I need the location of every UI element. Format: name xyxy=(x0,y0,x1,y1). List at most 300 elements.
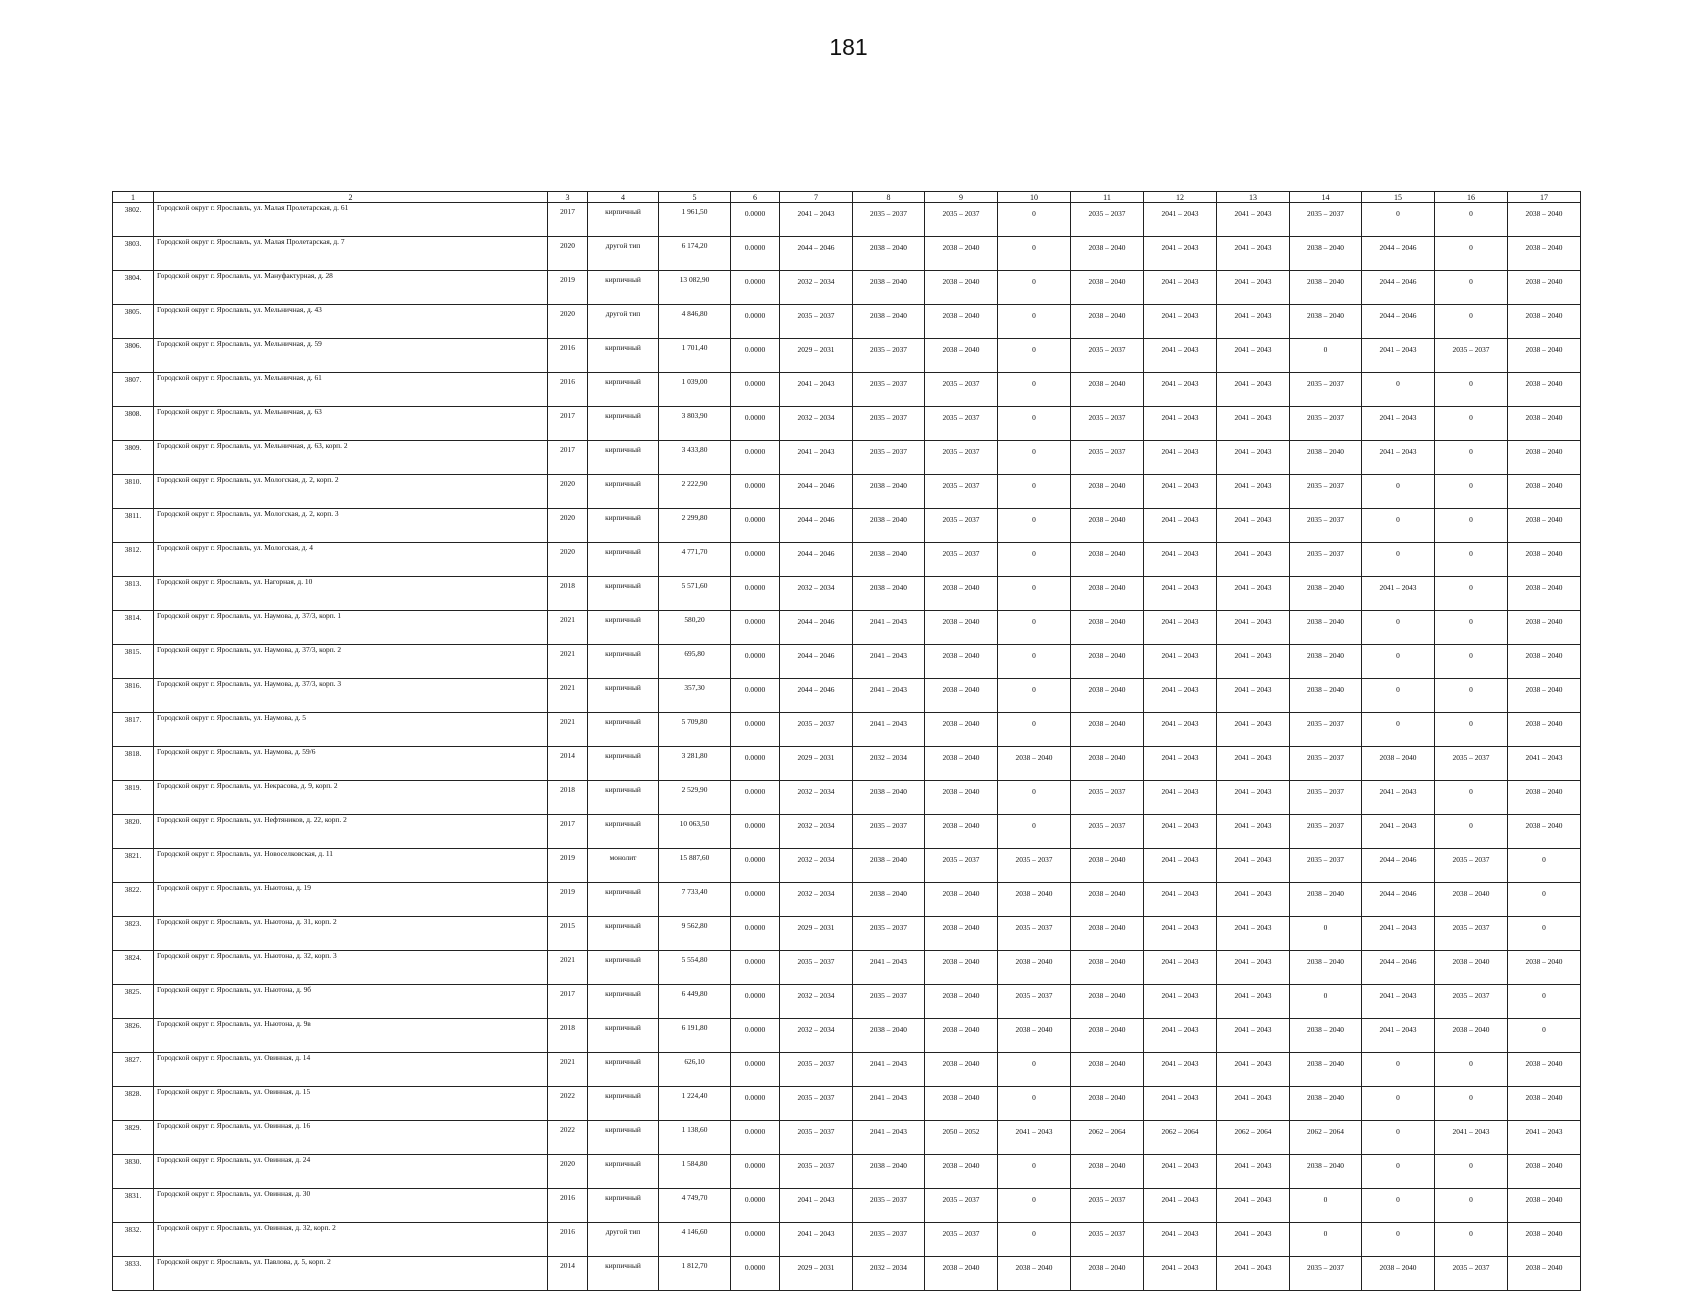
table-row xyxy=(113,951,1581,985)
table-cell: 357,30 xyxy=(659,679,731,713)
table-cell: 2035 – 2037 xyxy=(1071,339,1144,373)
table-cell: 2041 – 2043 xyxy=(1144,747,1217,781)
table-row xyxy=(113,339,1581,373)
table-cell: 2041 – 2043 xyxy=(1144,1053,1217,1087)
table-cell: 2038 – 2040 xyxy=(925,1257,998,1291)
table-cell: 0 xyxy=(1435,203,1508,237)
table-cell: 0 xyxy=(1362,1155,1435,1189)
table-cell: 2035 – 2037 xyxy=(1290,849,1362,883)
table-cell: 2038 – 2040 xyxy=(1290,1087,1362,1121)
table-cell: 2038 – 2040 xyxy=(1435,951,1508,985)
table-cell: 2038 – 2040 xyxy=(1071,679,1144,713)
table-cell: 5 571,60 xyxy=(659,577,731,611)
column-header: 9 xyxy=(925,192,998,203)
table-cell: 2044 – 2046 xyxy=(780,543,853,577)
table-cell: 2041 – 2043 xyxy=(1217,849,1290,883)
row-number-cell: 3828. xyxy=(113,1087,154,1121)
table-cell: 2038 – 2040 xyxy=(1508,781,1581,815)
table-cell: 0 xyxy=(1508,985,1581,1019)
table-cell: 2044 – 2046 xyxy=(1362,237,1435,271)
table-cell: 0.0000 xyxy=(731,1257,780,1291)
table-cell: 2038 – 2040 xyxy=(925,237,998,271)
table-cell: 2035 – 2037 xyxy=(853,407,925,441)
address-cell: Городской округ г. Ярославль, ул. Ньютона, д. 32, корп. 3 xyxy=(154,951,548,985)
table-cell: 0 xyxy=(1435,271,1508,305)
table-row xyxy=(113,237,1581,271)
table-cell: 2038 – 2040 xyxy=(925,271,998,305)
table-cell: кирпичный xyxy=(588,407,659,441)
row-number-cell: 3821. xyxy=(113,849,154,883)
table-cell: 2035 – 2037 xyxy=(1435,849,1508,883)
table-cell: 2038 – 2040 xyxy=(1508,373,1581,407)
table-cell: 0 xyxy=(1435,305,1508,339)
table-cell: кирпичный xyxy=(588,271,659,305)
table-cell: 2035 – 2037 xyxy=(925,203,998,237)
table-row xyxy=(113,407,1581,441)
table-cell: 695,80 xyxy=(659,645,731,679)
table-cell: 2021 xyxy=(548,679,588,713)
row-number-cell: 3812. xyxy=(113,543,154,577)
table-cell: 2044 – 2046 xyxy=(1362,849,1435,883)
table-cell: 0.0000 xyxy=(731,747,780,781)
address-cell: Городской округ г. Ярославль, ул. Овинная, д. 30 xyxy=(154,1189,548,1223)
table-cell: 2021 xyxy=(548,645,588,679)
table-row xyxy=(113,985,1581,1019)
table-cell: 2016 xyxy=(548,1189,588,1223)
table-cell: 2041 – 2043 xyxy=(780,1189,853,1223)
table-cell: 0 xyxy=(998,1189,1071,1223)
table-cell: 0 xyxy=(998,815,1071,849)
table-cell: 2038 – 2040 xyxy=(925,815,998,849)
address-cell: Городской округ г. Ярославль, ул. Новоселковская, д. 11 xyxy=(154,849,548,883)
table-cell: 2041 – 2043 xyxy=(1144,713,1217,747)
table-cell: 2035 – 2037 xyxy=(925,475,998,509)
table-cell: 0.0000 xyxy=(731,475,780,509)
table-cell: 2041 – 2043 xyxy=(1362,815,1435,849)
table-cell: 0 xyxy=(1362,713,1435,747)
table-cell: 2035 – 2037 xyxy=(1290,1257,1362,1291)
row-number-cell: 3827. xyxy=(113,1053,154,1087)
table-cell: кирпичный xyxy=(588,1121,659,1155)
table-cell: 1 224,40 xyxy=(659,1087,731,1121)
row-number-cell: 3802. xyxy=(113,203,154,237)
table-cell: 2044 – 2046 xyxy=(1362,883,1435,917)
address-cell: Городской округ г. Ярославль, ул. Наумова, д. 37/3, корп. 3 xyxy=(154,679,548,713)
table-cell: 2041 – 2043 xyxy=(1144,985,1217,1019)
table-cell: 2038 – 2040 xyxy=(925,1155,998,1189)
column-header: 5 xyxy=(659,192,731,203)
table-cell: другой тип xyxy=(588,305,659,339)
table-row xyxy=(113,475,1581,509)
table-cell: 2035 – 2037 xyxy=(853,985,925,1019)
table-cell: 2041 – 2043 xyxy=(780,373,853,407)
table-cell: 2038 – 2040 xyxy=(1071,611,1144,645)
row-number-cell: 3833. xyxy=(113,1257,154,1291)
row-number-cell: 3809. xyxy=(113,441,154,475)
address-cell: Городской округ г. Ярославль, ул. Мануфактурная, д. 28 xyxy=(154,271,548,305)
table-cell: кирпичный xyxy=(588,1019,659,1053)
table-cell: 0 xyxy=(1508,849,1581,883)
table-cell: 2062 – 2064 xyxy=(1290,1121,1362,1155)
table-cell: 2021 xyxy=(548,611,588,645)
table-cell: 2038 – 2040 xyxy=(925,611,998,645)
table-cell: 2038 – 2040 xyxy=(998,747,1071,781)
table-cell: 0 xyxy=(1290,1189,1362,1223)
table-cell: 2038 – 2040 xyxy=(1508,407,1581,441)
table-cell: 6 449,80 xyxy=(659,985,731,1019)
table-cell: 2035 – 2037 xyxy=(853,917,925,951)
table-cell: 0.0000 xyxy=(731,1053,780,1087)
table-cell: 2038 – 2040 xyxy=(998,1257,1071,1291)
table-cell: 2038 – 2040 xyxy=(853,781,925,815)
table-cell: 2041 – 2043 xyxy=(1217,781,1290,815)
row-number-cell: 3807. xyxy=(113,373,154,407)
table-cell: 0 xyxy=(1362,645,1435,679)
row-number-cell: 3823. xyxy=(113,917,154,951)
table-cell: 0 xyxy=(1435,1053,1508,1087)
table-cell: 0.0000 xyxy=(731,237,780,271)
row-number-cell: 3820. xyxy=(113,815,154,849)
table-cell: 2038 – 2040 xyxy=(1071,509,1144,543)
table-cell: 2035 – 2037 xyxy=(1290,373,1362,407)
table-cell: 0 xyxy=(998,679,1071,713)
table-cell: 2035 – 2037 xyxy=(1071,203,1144,237)
address-cell: Городской округ г. Ярославль, ул. Овинная, д. 24 xyxy=(154,1155,548,1189)
table-cell: 2041 – 2043 xyxy=(1217,1223,1290,1257)
table-cell: 2044 – 2046 xyxy=(1362,305,1435,339)
table-cell: 0.0000 xyxy=(731,203,780,237)
table-cell: 0 xyxy=(1435,1189,1508,1223)
table-cell: 0.0000 xyxy=(731,849,780,883)
table-cell: 2038 – 2040 xyxy=(1290,645,1362,679)
row-number-cell: 3803. xyxy=(113,237,154,271)
table-cell: 2038 – 2040 xyxy=(925,747,998,781)
table-row xyxy=(113,271,1581,305)
table-cell: 2038 – 2040 xyxy=(925,781,998,815)
table-row xyxy=(113,781,1581,815)
table-cell: 2038 – 2040 xyxy=(853,849,925,883)
table-cell: кирпичный xyxy=(588,815,659,849)
table-cell: 2035 – 2037 xyxy=(1071,815,1144,849)
column-header: 17 xyxy=(1508,192,1581,203)
table-cell: кирпичный xyxy=(588,645,659,679)
table-cell: 2038 – 2040 xyxy=(853,543,925,577)
table-row xyxy=(113,849,1581,883)
table-cell: 3 281,80 xyxy=(659,747,731,781)
table-cell: 2035 – 2037 xyxy=(925,509,998,543)
table-cell: 2038 – 2040 xyxy=(1290,305,1362,339)
table-cell: 2038 – 2040 xyxy=(1290,1053,1362,1087)
table-cell: 2016 xyxy=(548,373,588,407)
table-cell: 2017 xyxy=(548,815,588,849)
table-cell: 2035 – 2037 xyxy=(780,713,853,747)
table-cell: 2019 xyxy=(548,849,588,883)
table-row xyxy=(113,1019,1581,1053)
table-cell: 0.0000 xyxy=(731,509,780,543)
address-cell: Городской округ г. Ярославль, ул. Овинная, д. 14 xyxy=(154,1053,548,1087)
table-cell: 2035 – 2037 xyxy=(853,373,925,407)
table-cell: 2017 xyxy=(548,441,588,475)
table-cell: 2035 – 2037 xyxy=(853,441,925,475)
table-cell: 2035 – 2037 xyxy=(1290,747,1362,781)
table-cell: 2038 – 2040 xyxy=(1071,917,1144,951)
table-cell: 2038 – 2040 xyxy=(1290,271,1362,305)
table-cell: 2041 – 2043 xyxy=(1362,407,1435,441)
table-cell: 2018 xyxy=(548,1019,588,1053)
table-cell: 0.0000 xyxy=(731,1223,780,1257)
table-cell: 3 803,90 xyxy=(659,407,731,441)
table-cell: 0 xyxy=(998,373,1071,407)
table-cell: 0.0000 xyxy=(731,1087,780,1121)
table-cell: 2032 – 2034 xyxy=(780,815,853,849)
table-cell: 0 xyxy=(998,271,1071,305)
table-row xyxy=(113,883,1581,917)
table-cell: 2041 – 2043 xyxy=(1144,815,1217,849)
row-number-cell: 3810. xyxy=(113,475,154,509)
table-cell: 1 701,40 xyxy=(659,339,731,373)
table-cell: 2041 – 2043 xyxy=(998,1121,1071,1155)
table-cell: 2020 xyxy=(548,509,588,543)
table-cell: 2041 – 2043 xyxy=(1217,1087,1290,1121)
table-cell: 2035 – 2037 xyxy=(1290,781,1362,815)
table-cell: 3 433,80 xyxy=(659,441,731,475)
table-cell: 0 xyxy=(1362,1087,1435,1121)
row-number-cell: 3804. xyxy=(113,271,154,305)
table-cell: 2035 – 2037 xyxy=(998,985,1071,1019)
table-cell: 0 xyxy=(1362,1189,1435,1223)
table-cell: 0 xyxy=(1435,577,1508,611)
table-cell: 2035 – 2037 xyxy=(925,1189,998,1223)
table-cell: кирпичный xyxy=(588,883,659,917)
table-cell: 2032 – 2034 xyxy=(780,849,853,883)
table-cell: 2035 – 2037 xyxy=(853,1223,925,1257)
table-cell: 0 xyxy=(1435,1223,1508,1257)
table-cell: 0 xyxy=(1362,203,1435,237)
table-cell: 2038 – 2040 xyxy=(998,1019,1071,1053)
table-cell: 2041 – 2043 xyxy=(1217,305,1290,339)
table-row xyxy=(113,611,1581,645)
table-cell: 2041 – 2043 xyxy=(853,611,925,645)
table-cell: 0.0000 xyxy=(731,1121,780,1155)
table-cell: 2038 – 2040 xyxy=(1508,441,1581,475)
table-cell: 0 xyxy=(1290,917,1362,951)
table-cell: 2035 – 2037 xyxy=(1071,407,1144,441)
table-cell: 2038 – 2040 xyxy=(1071,271,1144,305)
table-cell: 2041 – 2043 xyxy=(1217,985,1290,1019)
row-number-cell: 3817. xyxy=(113,713,154,747)
address-cell: Городской округ г. Ярославль, ул. Павлова, д. 5, корп. 2 xyxy=(154,1257,548,1291)
row-number-cell: 3815. xyxy=(113,645,154,679)
table-cell: 2 222,90 xyxy=(659,475,731,509)
table-cell: 0 xyxy=(1362,509,1435,543)
table-cell: 2035 – 2037 xyxy=(780,1155,853,1189)
table-cell: 2 529,90 xyxy=(659,781,731,815)
address-cell: Городской округ г. Ярославль, ул. Мельничная, д. 63, корп. 2 xyxy=(154,441,548,475)
table-cell: 0.0000 xyxy=(731,339,780,373)
table-cell: 0 xyxy=(1362,1223,1435,1257)
table-cell: 2041 – 2043 xyxy=(1362,985,1435,1019)
table-cell: 0 xyxy=(998,543,1071,577)
table-cell: 2041 – 2043 xyxy=(1217,509,1290,543)
table-cell: 0.0000 xyxy=(731,951,780,985)
table-cell: 2038 – 2040 xyxy=(1071,373,1144,407)
table-cell: 2041 – 2043 xyxy=(1144,237,1217,271)
table-cell: 1 039,00 xyxy=(659,373,731,407)
table-cell: 2038 – 2040 xyxy=(1508,543,1581,577)
table-cell: 2019 xyxy=(548,883,588,917)
table-cell: 2038 – 2040 xyxy=(1071,1257,1144,1291)
table-cell: 2035 – 2037 xyxy=(925,849,998,883)
table-cell: 2038 – 2040 xyxy=(925,339,998,373)
table-cell: 2041 – 2043 xyxy=(1144,339,1217,373)
table-cell: 0 xyxy=(1362,679,1435,713)
table-cell: 2038 – 2040 xyxy=(1508,1155,1581,1189)
table-cell: 2038 – 2040 xyxy=(1362,1257,1435,1291)
table-cell: 2044 – 2046 xyxy=(780,679,853,713)
table-cell: 5 554,80 xyxy=(659,951,731,985)
table-cell: 2038 – 2040 xyxy=(925,305,998,339)
table-cell: 2035 – 2037 xyxy=(925,441,998,475)
table-cell: 0 xyxy=(1435,781,1508,815)
row-number-cell: 3814. xyxy=(113,611,154,645)
table-cell: 2038 – 2040 xyxy=(1508,1189,1581,1223)
table-row xyxy=(113,441,1581,475)
table-cell: 2038 – 2040 xyxy=(1290,1019,1362,1053)
table-row xyxy=(113,373,1581,407)
table-cell: 2041 – 2043 xyxy=(1144,679,1217,713)
table-cell: 2044 – 2046 xyxy=(1362,951,1435,985)
table-cell: 2038 – 2040 xyxy=(1071,475,1144,509)
table-cell: 2018 xyxy=(548,781,588,815)
column-header: 4 xyxy=(588,192,659,203)
address-cell: Городской округ г. Ярославль, ул. Мельничная, д. 59 xyxy=(154,339,548,373)
table-cell: 2041 – 2043 xyxy=(1217,951,1290,985)
table-cell: 2038 – 2040 xyxy=(1508,577,1581,611)
row-number-cell: 3816. xyxy=(113,679,154,713)
table-cell: 0 xyxy=(998,475,1071,509)
table-cell: 2032 – 2034 xyxy=(780,407,853,441)
table-cell: 2038 – 2040 xyxy=(1508,815,1581,849)
table-cell: 2038 – 2040 xyxy=(1071,305,1144,339)
table-cell: 2041 – 2043 xyxy=(1217,475,1290,509)
table-cell: 2038 – 2040 xyxy=(853,577,925,611)
table-cell: 2041 – 2043 xyxy=(1144,577,1217,611)
table-cell: 13 082,90 xyxy=(659,271,731,305)
table-cell: 2041 – 2043 xyxy=(1217,441,1290,475)
table-cell: 2041 – 2043 xyxy=(1508,1121,1581,1155)
table-cell: 0.0000 xyxy=(731,679,780,713)
table-cell: 0 xyxy=(998,611,1071,645)
table-cell: 0.0000 xyxy=(731,781,780,815)
table-cell: 2038 – 2040 xyxy=(1508,1223,1581,1257)
table-cell: 2035 – 2037 xyxy=(998,917,1071,951)
table-row xyxy=(113,1087,1581,1121)
table-cell: кирпичный xyxy=(588,441,659,475)
table-cell: 0 xyxy=(1362,1053,1435,1087)
table-cell: 2038 – 2040 xyxy=(925,951,998,985)
table-cell: 2041 – 2043 xyxy=(1144,203,1217,237)
table-cell: 2035 – 2037 xyxy=(853,339,925,373)
table-cell: 2020 xyxy=(548,237,588,271)
table-cell: 2035 – 2037 xyxy=(1071,781,1144,815)
address-cell: Городской округ г. Ярославль, ул. Ньютона, д. 9б xyxy=(154,985,548,1019)
table-cell: 0 xyxy=(998,1223,1071,1257)
table-cell: 2041 – 2043 xyxy=(780,1223,853,1257)
table-cell: 2021 xyxy=(548,713,588,747)
table-cell: 2035 – 2037 xyxy=(1071,1189,1144,1223)
table-cell: 0.0000 xyxy=(731,985,780,1019)
table-cell: монолит xyxy=(588,849,659,883)
table-cell: 6 191,80 xyxy=(659,1019,731,1053)
table-cell: 0 xyxy=(1435,611,1508,645)
table-cell: 0 xyxy=(1362,611,1435,645)
table-cell: 0 xyxy=(998,781,1071,815)
table-cell: 2041 – 2043 xyxy=(780,203,853,237)
table-cell: 2041 – 2043 xyxy=(1217,339,1290,373)
table-cell: 10 063,50 xyxy=(659,815,731,849)
table-cell: 2035 – 2037 xyxy=(780,305,853,339)
column-header: 12 xyxy=(1144,192,1217,203)
address-cell: Городской округ г. Ярославль, ул. Овинная, д. 15 xyxy=(154,1087,548,1121)
table-cell: 2041 – 2043 xyxy=(1217,883,1290,917)
table-cell: 0.0000 xyxy=(731,1019,780,1053)
table-cell: 2038 – 2040 xyxy=(1071,1053,1144,1087)
address-cell: Городской округ г. Ярославль, ул. Нефтяников, д. 22, корп. 2 xyxy=(154,815,548,849)
table-cell: 2035 – 2037 xyxy=(1071,441,1144,475)
table-cell: 2041 – 2043 xyxy=(1217,237,1290,271)
address-cell: Городской округ г. Ярославль, ул. Овинная, д. 32, корп. 2 xyxy=(154,1223,548,1257)
table-cell: 2021 xyxy=(548,951,588,985)
table-cell: 2041 – 2043 xyxy=(853,1053,925,1087)
table-cell: 2035 – 2037 xyxy=(1290,407,1362,441)
table-cell: 2041 – 2043 xyxy=(853,645,925,679)
column-header: 6 xyxy=(731,192,780,203)
table-cell: 2038 – 2040 xyxy=(1362,747,1435,781)
row-number-cell: 3825. xyxy=(113,985,154,1019)
table-cell: 2044 – 2046 xyxy=(780,237,853,271)
table-cell: 2038 – 2040 xyxy=(853,509,925,543)
table-cell: 0.0000 xyxy=(731,373,780,407)
table-cell: 2032 – 2034 xyxy=(780,577,853,611)
table-cell: 2038 – 2040 xyxy=(1508,237,1581,271)
table-row xyxy=(113,577,1581,611)
page-number: 181 xyxy=(829,34,868,60)
table-cell: 2041 – 2043 xyxy=(1435,1121,1508,1155)
table-cell: 2041 – 2043 xyxy=(1217,645,1290,679)
table-cell: 2035 – 2037 xyxy=(1071,1223,1144,1257)
table-cell: 2041 – 2043 xyxy=(1217,543,1290,577)
column-header: 15 xyxy=(1362,192,1435,203)
table-cell: 2038 – 2040 xyxy=(1508,1087,1581,1121)
table-cell: 2035 – 2037 xyxy=(780,1087,853,1121)
table-cell: кирпичный xyxy=(588,985,659,1019)
table-cell: 2041 – 2043 xyxy=(1217,1019,1290,1053)
table-cell: 2035 – 2037 xyxy=(1435,339,1508,373)
table-cell: 2041 – 2043 xyxy=(1144,1189,1217,1223)
table-cell: кирпичный xyxy=(588,577,659,611)
table-cell: 2038 – 2040 xyxy=(853,271,925,305)
table-cell: 2038 – 2040 xyxy=(853,883,925,917)
table-cell: 5 709,80 xyxy=(659,713,731,747)
table-cell: 0.0000 xyxy=(731,407,780,441)
table-cell: 2062 – 2064 xyxy=(1144,1121,1217,1155)
table-cell: другой тип xyxy=(588,237,659,271)
table-cell: 0 xyxy=(1435,407,1508,441)
table-cell: 2041 – 2043 xyxy=(1144,849,1217,883)
table-cell: 2038 – 2040 xyxy=(1290,577,1362,611)
table-row xyxy=(113,1155,1581,1189)
address-cell: Городской округ г. Ярославль, ул. Мельничная, д. 63 xyxy=(154,407,548,441)
